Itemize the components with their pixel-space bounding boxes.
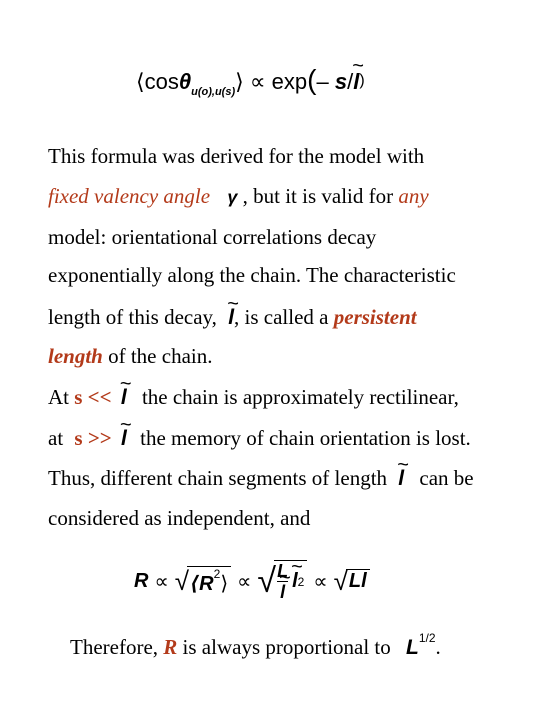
text-9b: can be [419,466,474,490]
conclusion-line [70,625,441,661]
exponent-2b: 2 [297,574,305,589]
paren-close: ) [359,72,365,89]
text-line-8 [48,425,471,452]
text-1: This formula was derived for the model with [48,144,425,168]
text-last-b: is always proportional to [182,635,391,659]
any-term: any [398,184,429,208]
l-tilde-symbol-4: ~ l [398,466,404,492]
var-s: s [334,69,348,94]
text-4: exponentially along the chain. The characteristic [48,263,456,287]
s-greater-than: s >> [74,426,112,450]
period: . [435,635,441,659]
frac-numerator: L [277,561,289,581]
text-line-5 [48,304,417,331]
persistent-term: persistent [333,305,417,329]
exp-function: exp [271,69,308,94]
text-6b: of the chain. [108,344,213,368]
text-8a: at [48,426,64,450]
text-7a: At [48,385,69,409]
L-times-l: Ll [348,570,367,592]
theta-symbol: θ [178,69,192,94]
sqrt-sign-3: √ [333,565,348,596]
text-5b: , is called a [234,305,329,329]
theta-subscript: u(o),u(s) [191,86,236,98]
text-5a: length of this decay, [48,305,217,329]
L-over-l-fraction [277,561,288,602]
exponent-2: 2 [213,567,221,581]
angle-bracket-close: ⟩ [235,69,244,94]
l-tilde-symbol: ~ l [228,305,234,331]
text-line-3 [48,224,376,250]
var-l-tilde: ~ l [353,69,359,95]
l-tilde-symbol-3: ~ l [121,426,127,452]
proportional-sign-2: ∝ [237,570,252,593]
paren-open: ( [307,64,317,95]
l-tilde-squared: ~ l [292,570,298,593]
proportional-sign-3: ∝ [313,570,328,593]
text-line-2 [48,183,429,210]
text-line-10 [48,505,310,531]
text-7b: the chain is approximately rectilinear, [141,385,459,409]
end-to-end-formula [134,560,370,602]
text-line-7 [48,384,459,411]
s-less-than: s << [74,385,112,409]
exponent-half: 1/2 [418,631,436,645]
text-last-a: Therefore, [70,635,159,659]
text-2b: , but it is valid for [242,184,394,208]
text-line-6 [48,343,212,369]
text-line-4 [48,262,456,288]
sqrt-sign-1: √ [174,565,190,596]
l-tilde-symbol-2: ~ l [121,385,127,411]
mean-R-open: ⟨R [190,573,214,595]
text-10: considered as independent, and [48,506,311,530]
slash: / [347,69,354,94]
var-L: L [406,636,419,659]
var-R-accent: R [163,635,178,659]
angle-bracket-open: ⟨ [136,69,145,94]
minus-sign: – [316,69,329,94]
var-R: R [134,569,149,592]
cos-function: cos [144,69,179,94]
length-term: length [48,344,103,368]
proportional-sign-1: ∝ [154,570,169,593]
mean-R-close: ⟩ [220,573,229,595]
text-9a: Thus, different chain segments of length [48,466,388,490]
text-8b: the memory of chain orientation is lost. [140,426,471,450]
gamma-symbol: γ [227,187,238,207]
sqrt-sign-2: √ [257,561,277,600]
frac-denominator: ~ l [280,582,285,602]
text-line-9 [48,465,474,492]
correlation-formula [136,64,365,98]
proportional-sign: ∝ [249,69,266,94]
text-line-1 [48,143,424,169]
fixed-valency-angle-term: fixed valency angle [48,184,211,208]
text-3: model: orientational correlations decay [48,225,377,249]
